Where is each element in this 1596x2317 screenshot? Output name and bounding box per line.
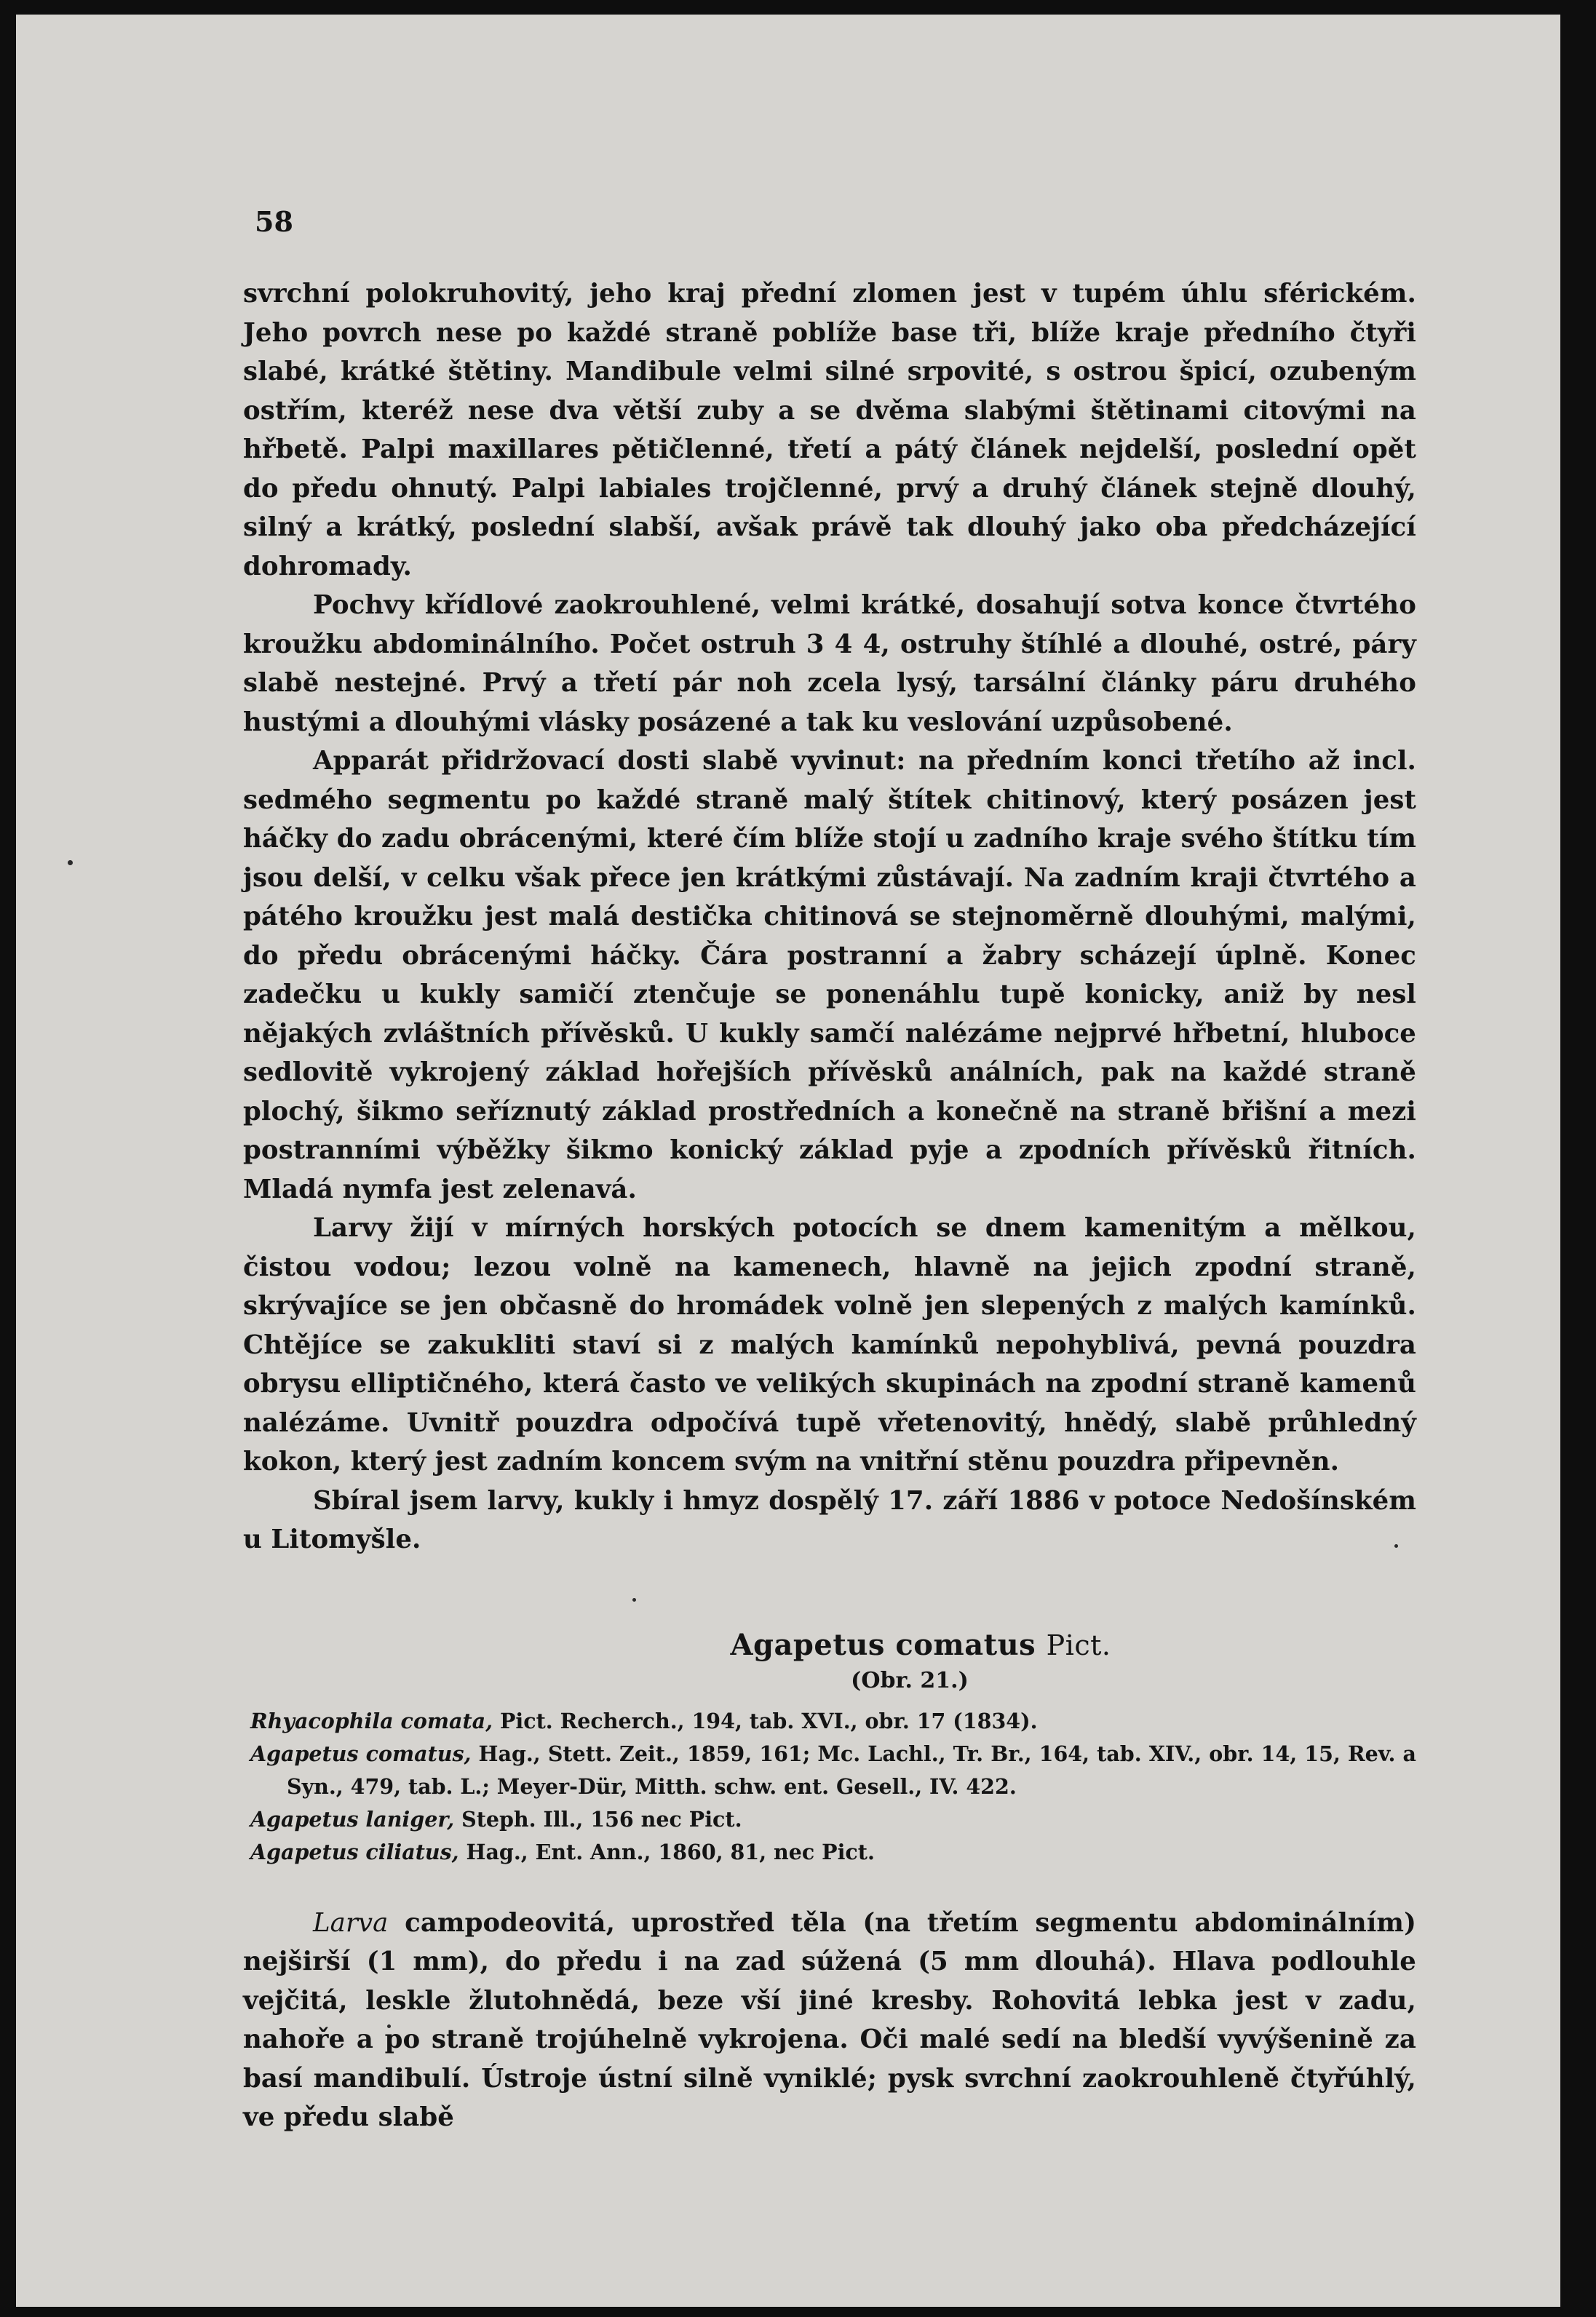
synonym-taxon: Agapetus comatus, [250, 1741, 472, 1766]
larva-lead-word: Larva [313, 1907, 389, 1938]
paragraph-mouthparts: svrchní polokruhovitý, jeho kraj přední zlomen jest v tupém úhlu sférickém. Jeho povrch nese po každé straně poblíže base tři, blíže kraje předního čtyři slabé, krátké štětiny. Mandibule velmi silné srpovité, s ostrou špicí, ozubeným ostřím, kteréž nese dva větší zuby a se dvěma slabými štětinami citovými na hřbetě. Palpi maxillares pětičlenné, třetí a pátý článek nejdelší, poslední opět do předu ohnutý. Palpi labiales trojčlenné, prvý a druhý článek stejně dlouhý, silný a krátký, poslední slabší, avšak právě tak dlouhý jako oba předcházející dohromady. [243, 279, 1416, 581]
paragraph-collection-note: Sbíral jsem larvy, kukly i hmyz dospělý 17. září 1886 v potoce Nedošínském u Litomyšle. [243, 1485, 1416, 1554]
synonym-citation: Hag., Stett. Zeit., 1859, 161; Mc. Lachl., Tr. Br., 164, tab. XIV., obr. 14, 15, Rev. a Syn., 479, tab. L.; Meyer-Dür, Mitth. schw. ent. Gesell., IV. 422. [287, 1741, 1416, 1799]
ink-speck [68, 860, 73, 865]
paragraph-holding-apparatus: Apparát přidržovací dosti slabě vyvinut: na předním konci třetího až incl. sedmého segmentu po každé straně malý štítek chitinový, který posázen jest háčky do zadu obrácenými, které čím blíže stojí u zadního kraje svého štítku tím jsou delší, v celku však přece jen krátkými zůstávají. Na zadním kraji čtvrtého a pátého kroužku jest malá destička chitinová se stejnoměrně dlouhými, malými, do předu obrácenými háčky. Čára postranní a žabry scházejí úplně. Konec zadečku u kukly samičí ztenčuje se ponenáhlu tupě konicky, aniž by nesl nějakých zvláštních přívěsků. U kukly samčí nalézáme nejprvé hřbetní, hluboce sedlovitě vykrojený základ hořejších přívěsků análních, pak na každé straně plochý, šikmo seříznutý základ prostředních a konečně na straně břišní a mezi postranními výběžky šikmo konický základ pyje a zpodních přívěsků řitních. Mladá nymfa jest zelenavá. [243, 746, 1416, 1204]
synonym-citation: Hag., Ent. Ann., 1860, 81, nec Pict. [466, 1839, 875, 1864]
species-heading [425, 1628, 1416, 1662]
synonym-taxon: Agapetus laniger, [250, 1806, 455, 1832]
species-name: Agapetus comatus [730, 1627, 1036, 1662]
synonym-entry [250, 1738, 1416, 1803]
synonym-entry [250, 1803, 1416, 1836]
scanned-page [16, 15, 1560, 2307]
synonym-citation: Pict. Recherch., 194, tab. XVI., obr. 17 (1834). [499, 1708, 1038, 1733]
synonymy-list [250, 1705, 1416, 1869]
larva-description: campodeovitá, uprostřed těla (na třetím segmentu abdominálním) nejširší (1 mm), do předu i na zad súžená (5 mm dlouhá). Hlava podlouhle vejčitá, leskle žlutohnědá, beze vší jiné kresby. Rohovitá lebka jest v zadu, nahoře a po straně trojúhelně vykrojena. Oči malé sedí na bledší vyvýšenině za basí mandibulí. Ústroje ústní silně vyniklé; pysk svrchní zaokrouhleně čtyřúhlý, ve předu slabě [243, 1907, 1416, 2132]
synonym-taxon: Rhyacophila comata, [250, 1708, 493, 1733]
paragraph-habitat: Larvy žijí v mírných horských potocích se dnem kamenitým a mělkou, čistou vodou; lezou volně na kamenech, hlavně na jejich zpodní straně, skrývajíce se jen občasně do hromádek volně jen slepených z malých kamínků. Chtějíce se zakukliti staví si z malých kamínků nepohyblivá, pevná pouzdra obrysu elliptičného, která často ve velikých skupinách na zpodní straně kamenů nalézáme. Uvnitř pouzdra odpočívá tupě vřetenovitý, hnědý, slabě průhledný kokon, který jest zadním koncem svým na vnitřní stěnu pouzdra připevněn. [243, 1213, 1416, 1477]
paragraph-wing-sheaths: Pochvy křídlové zaokrouhlené, velmi krátké, dosahují sotva konce čtvrtého kroužku abdominálního. Počet ostruh 3 4 4, ostruhy štíhlé a dlouhé, ostré, páry slabě nestejné. Prvý a třetí pár noh zcela lysý, tarsální články páru druhého hustými a dlouhými vlásky posázené a tak ku veslování uzpůsobené. [243, 590, 1416, 737]
synonym-citation: Steph. Ill., 156 nec Pict. [461, 1806, 742, 1832]
synonym-entry [250, 1705, 1416, 1738]
page-number: 58 [255, 205, 293, 238]
synonym-entry [250, 1836, 1416, 1869]
paragraph-larva [243, 1904, 1416, 2137]
figure-reference: (Obr. 21.) [851, 1667, 969, 1693]
species-author: Pict. [1046, 1629, 1111, 1661]
synonym-taxon: Agapetus ciliatus, [250, 1839, 459, 1864]
page-content [243, 205, 1416, 2137]
